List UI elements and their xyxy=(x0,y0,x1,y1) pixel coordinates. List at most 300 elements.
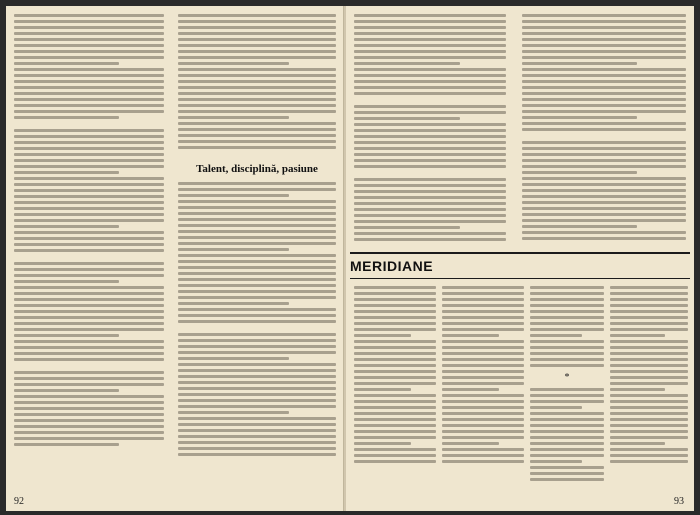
text-line xyxy=(522,92,686,95)
text-line xyxy=(530,334,582,337)
text-line xyxy=(354,232,506,235)
text-line xyxy=(178,140,336,143)
text-line xyxy=(610,316,688,319)
text-line xyxy=(530,292,604,295)
text-line xyxy=(442,310,524,313)
text-line xyxy=(14,262,164,265)
text-line xyxy=(354,448,436,451)
text-line xyxy=(354,62,460,65)
text-line xyxy=(442,436,524,439)
text-line xyxy=(522,195,686,198)
text-line xyxy=(178,453,336,456)
text-line xyxy=(178,206,336,209)
text-line xyxy=(14,189,164,192)
text-line xyxy=(14,280,119,283)
text-line xyxy=(354,316,436,319)
text-line xyxy=(14,213,164,216)
text-line xyxy=(354,111,506,114)
text-line xyxy=(354,418,436,421)
text-line xyxy=(178,308,336,311)
text-line xyxy=(14,92,164,95)
text-line xyxy=(354,80,506,83)
text-line xyxy=(610,382,688,385)
text-line xyxy=(14,401,164,404)
text-line xyxy=(530,388,604,391)
text-line xyxy=(442,394,524,397)
text-line xyxy=(178,44,336,47)
text-line xyxy=(178,405,336,408)
text-line xyxy=(178,236,336,239)
text-line xyxy=(354,32,506,35)
text-line xyxy=(178,363,336,366)
text-line xyxy=(530,436,604,439)
text-line xyxy=(610,430,688,433)
text-line xyxy=(442,400,524,403)
text-line xyxy=(530,304,604,307)
text-line xyxy=(14,292,164,295)
text-line xyxy=(14,219,164,222)
text-line xyxy=(178,399,336,402)
text-line xyxy=(522,147,686,150)
text-line xyxy=(178,26,336,29)
text-line xyxy=(522,141,686,144)
text-line xyxy=(178,447,336,450)
text-line xyxy=(610,322,688,325)
text-line xyxy=(178,284,336,287)
text-line xyxy=(610,400,688,403)
text-line xyxy=(14,110,164,113)
right-page xyxy=(346,6,694,511)
text-line xyxy=(610,286,688,289)
text-line xyxy=(178,110,336,113)
text-line xyxy=(178,351,336,354)
text-line xyxy=(14,129,164,132)
text-line xyxy=(530,310,604,313)
text-line xyxy=(178,50,336,53)
text-line xyxy=(14,298,164,301)
text-line xyxy=(522,44,686,47)
text-line xyxy=(522,153,686,156)
text-line xyxy=(178,320,336,323)
text-line xyxy=(354,424,436,427)
text-line xyxy=(354,38,506,41)
text-line xyxy=(522,213,686,216)
text-line xyxy=(610,364,688,367)
text-line xyxy=(442,406,524,409)
text-line xyxy=(178,152,336,156)
text-line xyxy=(14,116,119,119)
text-line xyxy=(530,460,582,463)
text-line xyxy=(178,194,289,197)
text-line xyxy=(178,345,336,348)
meridiane-bottom-rule xyxy=(350,278,690,279)
text-line xyxy=(522,219,686,222)
text-line xyxy=(14,249,164,252)
text-line xyxy=(354,442,411,445)
text-line xyxy=(14,419,164,422)
text-line xyxy=(354,56,506,59)
text-line xyxy=(14,74,164,77)
text-line xyxy=(354,220,506,223)
text-line xyxy=(442,376,524,379)
text-line xyxy=(178,441,336,444)
text-line xyxy=(178,104,336,107)
text-line xyxy=(610,394,688,397)
text-line xyxy=(14,389,119,392)
text-line xyxy=(178,218,336,221)
text-line xyxy=(354,412,436,415)
left-page xyxy=(6,6,344,511)
text-line xyxy=(354,86,506,89)
text-line xyxy=(354,105,506,108)
text-line xyxy=(14,346,164,349)
text-line xyxy=(354,14,506,17)
text-line xyxy=(354,286,436,289)
text-line xyxy=(522,104,686,107)
text-line xyxy=(14,38,164,41)
text-line xyxy=(178,230,336,233)
text-line xyxy=(354,117,460,120)
text-line xyxy=(530,340,604,343)
text-line xyxy=(14,207,164,210)
text-line xyxy=(178,62,289,65)
text-line xyxy=(354,370,436,373)
text-line xyxy=(610,460,688,463)
text-line xyxy=(14,425,164,428)
text-line xyxy=(442,418,524,421)
text-line xyxy=(442,370,524,373)
text-line xyxy=(178,242,336,245)
text-line xyxy=(14,274,164,277)
text-line xyxy=(14,122,164,126)
text-line xyxy=(354,129,506,132)
text-line xyxy=(610,424,688,427)
text-line xyxy=(14,50,164,53)
text-line xyxy=(610,412,688,415)
text-line xyxy=(610,370,688,373)
section-subheading: Talent, disciplină, pasiune xyxy=(196,163,318,175)
text-line xyxy=(178,278,336,281)
text-line xyxy=(442,346,524,349)
text-line xyxy=(530,418,604,421)
text-line xyxy=(14,171,119,174)
text-line xyxy=(442,298,524,301)
text-line xyxy=(178,20,336,23)
text-line xyxy=(14,147,164,150)
text-line xyxy=(14,104,164,107)
text-line xyxy=(354,165,506,168)
text-line xyxy=(14,153,164,156)
text-line xyxy=(610,406,688,409)
text-line xyxy=(354,26,506,29)
text-line xyxy=(178,146,336,149)
text-line xyxy=(354,376,436,379)
text-line xyxy=(178,296,336,299)
text-line xyxy=(442,412,524,415)
text-line xyxy=(178,14,336,17)
text-line xyxy=(530,316,604,319)
text-line xyxy=(354,92,506,95)
text-line xyxy=(530,430,604,433)
text-line xyxy=(178,272,336,275)
section-divider: * xyxy=(564,372,570,383)
text-line xyxy=(354,44,506,47)
text-line xyxy=(354,214,506,217)
text-line xyxy=(522,32,686,35)
text-line xyxy=(442,382,524,385)
text-line xyxy=(178,68,336,71)
text-line xyxy=(522,177,686,180)
text-line xyxy=(610,310,688,313)
text-line xyxy=(178,381,336,384)
text-line xyxy=(178,80,336,83)
text-line xyxy=(522,201,686,204)
text-line xyxy=(522,38,686,41)
text-line xyxy=(178,212,336,215)
text-line xyxy=(14,195,164,198)
text-line xyxy=(354,20,506,23)
text-line xyxy=(610,448,688,451)
text-line xyxy=(610,376,688,379)
text-line xyxy=(522,50,686,53)
text-line xyxy=(442,334,499,337)
text-line xyxy=(530,346,604,349)
text-line xyxy=(14,437,164,440)
text-line xyxy=(354,382,436,385)
text-line xyxy=(178,260,336,263)
text-line xyxy=(610,436,688,439)
text-line xyxy=(354,304,436,307)
text-line xyxy=(14,268,164,271)
left-column-2 xyxy=(178,14,336,489)
text-line xyxy=(14,255,164,259)
text-line xyxy=(354,147,506,150)
text-line xyxy=(610,352,688,355)
text-line xyxy=(530,364,604,367)
text-line xyxy=(522,231,686,234)
text-line xyxy=(442,328,524,331)
text-line xyxy=(14,395,164,398)
text-line xyxy=(610,388,665,391)
text-line xyxy=(354,202,506,205)
text-line xyxy=(14,286,164,289)
text-line xyxy=(530,472,604,475)
text-line xyxy=(14,231,164,234)
text-line xyxy=(178,314,336,317)
text-line xyxy=(530,406,582,409)
text-line xyxy=(522,98,686,101)
text-line xyxy=(354,322,436,325)
text-line xyxy=(14,62,119,65)
text-line xyxy=(14,80,164,83)
text-line xyxy=(14,407,164,410)
text-line xyxy=(354,328,436,331)
text-line xyxy=(442,340,524,343)
text-line xyxy=(178,248,289,251)
text-line xyxy=(354,310,436,313)
text-line xyxy=(610,328,688,331)
text-line xyxy=(14,177,164,180)
text-line xyxy=(530,322,604,325)
text-line xyxy=(530,400,604,403)
text-line xyxy=(522,159,686,162)
text-line xyxy=(522,122,686,125)
text-line xyxy=(14,237,164,240)
text-line xyxy=(14,159,164,162)
text-line xyxy=(522,56,686,59)
text-line xyxy=(178,98,336,101)
text-line xyxy=(522,134,686,138)
text-line xyxy=(178,333,336,336)
text-line xyxy=(178,56,336,59)
text-line xyxy=(178,411,289,414)
text-line xyxy=(522,80,686,83)
text-line xyxy=(530,448,604,451)
text-line xyxy=(14,201,164,204)
meridiane-column-1 xyxy=(354,286,436,489)
text-line xyxy=(178,116,289,119)
text-line xyxy=(354,98,506,102)
text-line xyxy=(178,417,336,420)
text-line xyxy=(14,183,164,186)
text-line xyxy=(354,364,436,367)
text-line xyxy=(14,316,164,319)
text-line xyxy=(522,20,686,23)
text-line xyxy=(178,302,289,305)
section-title: MERIDIANE xyxy=(350,258,434,274)
text-line xyxy=(14,310,164,313)
text-line xyxy=(530,286,604,289)
text-line xyxy=(14,383,164,386)
text-line xyxy=(530,442,604,445)
text-line xyxy=(522,68,686,71)
text-line xyxy=(14,364,164,368)
text-line xyxy=(442,316,524,319)
text-line xyxy=(522,128,686,131)
text-line xyxy=(178,369,336,372)
text-line xyxy=(178,128,336,131)
text-line xyxy=(442,286,524,289)
text-line xyxy=(442,460,524,463)
text-line xyxy=(442,304,524,307)
text-line xyxy=(14,358,164,361)
text-line xyxy=(14,334,119,337)
text-line xyxy=(522,237,686,240)
text-line xyxy=(14,20,164,23)
text-line xyxy=(354,430,436,433)
text-line xyxy=(354,135,506,138)
text-line xyxy=(14,304,164,307)
text-line xyxy=(354,171,506,175)
text-line xyxy=(354,394,436,397)
text-line xyxy=(178,429,336,432)
text-line xyxy=(522,74,686,77)
text-line xyxy=(522,165,686,168)
text-line xyxy=(178,134,336,137)
text-line xyxy=(14,243,164,246)
text-line xyxy=(442,448,524,451)
text-line xyxy=(14,26,164,29)
text-line xyxy=(178,339,336,342)
right-page-number: 93 xyxy=(674,496,684,507)
text-line xyxy=(14,14,164,17)
left-column-1 xyxy=(14,14,164,489)
text-line xyxy=(530,358,604,361)
text-line xyxy=(14,377,164,380)
text-line xyxy=(354,226,460,229)
text-line xyxy=(354,153,506,156)
text-line xyxy=(354,184,506,187)
text-line xyxy=(522,183,686,186)
text-line xyxy=(522,116,637,119)
text-line xyxy=(178,254,336,257)
meridiane-column-3 xyxy=(530,286,604,489)
text-line xyxy=(14,56,164,59)
text-line xyxy=(14,328,164,331)
text-line xyxy=(354,298,436,301)
text-line xyxy=(354,196,506,199)
text-line xyxy=(610,358,688,361)
text-line xyxy=(610,304,688,307)
text-line xyxy=(522,189,686,192)
text-line xyxy=(354,190,506,193)
text-line xyxy=(178,326,336,330)
text-line xyxy=(530,352,604,355)
text-line xyxy=(530,454,604,457)
text-line xyxy=(522,225,637,228)
text-line xyxy=(522,14,686,17)
text-line xyxy=(14,443,119,446)
text-line xyxy=(610,346,688,349)
text-line xyxy=(178,224,336,227)
text-line xyxy=(14,413,164,416)
text-line xyxy=(14,340,164,343)
text-line xyxy=(354,74,506,77)
text-line xyxy=(522,62,637,65)
text-line xyxy=(354,436,436,439)
text-line xyxy=(14,322,164,325)
text-line xyxy=(14,32,164,35)
text-line xyxy=(522,86,686,89)
text-line xyxy=(610,454,688,457)
text-line xyxy=(442,352,524,355)
text-line xyxy=(610,442,665,445)
text-line xyxy=(442,322,524,325)
text-line xyxy=(178,86,336,89)
text-line xyxy=(14,371,164,374)
text-line xyxy=(354,388,411,391)
text-line xyxy=(14,86,164,89)
text-line xyxy=(14,135,164,138)
text-line xyxy=(354,208,506,211)
text-line xyxy=(354,400,436,403)
text-line xyxy=(14,68,164,71)
text-line xyxy=(354,358,436,361)
text-line xyxy=(178,122,336,125)
text-line xyxy=(354,292,436,295)
text-line xyxy=(530,412,604,415)
text-line xyxy=(178,435,336,438)
text-line xyxy=(14,141,164,144)
text-line xyxy=(442,358,524,361)
text-line xyxy=(530,298,604,301)
text-line xyxy=(354,68,506,71)
text-line xyxy=(442,454,524,457)
text-line xyxy=(610,292,688,295)
text-line xyxy=(14,225,119,228)
text-line xyxy=(530,394,604,397)
text-line xyxy=(178,423,336,426)
